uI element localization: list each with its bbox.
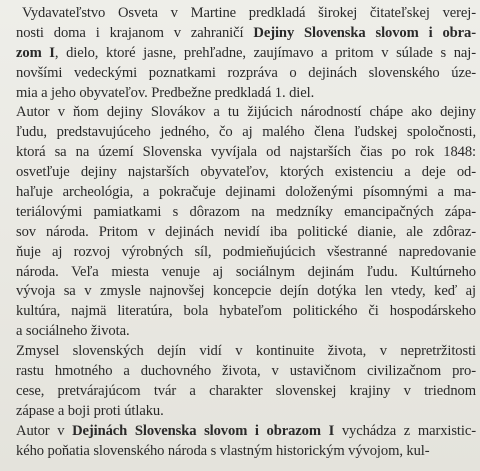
text-segment: kého poňatia slovenského národa s vlastným historickým vývojom, kul- <box>16 442 430 459</box>
bold-title-text: Dejinách Slovenska slovom i obrazom I <box>72 422 335 439</box>
text-line <box>16 382 476 402</box>
text-segment: teriálovými pamiatkami s dôrazom na medzníky emancipačných zápa- <box>16 203 476 220</box>
text-line <box>16 442 476 462</box>
text-segment: Zmysel slovenských dejín vidí v kontinuite života, v nepretržitosti <box>16 343 476 360</box>
text-line <box>16 183 476 203</box>
text-segment: , dielo, ktoré jasne, prehľadne, zaujímavo a pritom v súlade s naj- <box>54 44 476 61</box>
text-line <box>16 243 476 263</box>
text-line <box>16 103 476 123</box>
text-segment: ňuje aj rozvoj výrobných síl, podmieňujúcich všestranné napredovanie <box>16 243 476 260</box>
text-line <box>16 422 476 442</box>
text-segment: sov národa. Pritom v dejinách nevidí iba politické dianie, ale zdôraz- <box>16 223 476 240</box>
text-line <box>16 123 476 143</box>
text-segment: a sociálneho života. <box>16 323 130 340</box>
text-segment: vychádza z marxistic- <box>334 422 476 439</box>
text-segment: mia a jeho obyvateľov. Predbežne predkladá 1. diel. <box>16 84 315 101</box>
text-line <box>16 322 476 342</box>
text-line <box>16 64 476 84</box>
text-segment: osvetľuje dejiny najstarších obyvateľov, ktorých existenciu a deje od- <box>16 164 476 181</box>
text-line <box>16 84 476 104</box>
text-segment: ľudu, predstavujúceho jedného, čo aj malého člena ľudskej spoločnosti, <box>16 124 476 141</box>
bold-title-text: Dejiny Slovenska slovom i obra- <box>253 24 476 41</box>
text-line <box>16 4 476 24</box>
text-segment: Vydavateľstvo Osveta v Martine predkladá širokej čitateľskej verej- <box>22 5 476 21</box>
document-text <box>16 4 476 461</box>
text-segment: zápase a boji proti útlaku. <box>16 402 164 419</box>
text-line <box>16 24 476 44</box>
text-line <box>16 203 476 223</box>
text-segment: kultúra, najmä literatúra, bola hybateľom politického či hospodárskeho <box>16 303 476 320</box>
text-segment: Autor v <box>16 422 73 439</box>
bold-title-text: zom I <box>16 44 55 61</box>
text-line <box>16 223 476 243</box>
text-segment: ktorá sa na území Slovenska vyvíjala od najstarších čias po rok 1848: <box>16 144 476 161</box>
text-line <box>16 163 476 183</box>
text-line <box>16 302 476 322</box>
text-segment: nosti doma i krajanom v zahraničí <box>16 24 254 41</box>
text-segment: Autor v ňom dejiny Slovákov a tu žijúcich národností chápe ako dejiny <box>16 104 476 121</box>
text-segment: vývoja sa v zmysle najnovšej koncepcie dejín dotýka len vtedy, keď aj <box>16 283 476 300</box>
text-line <box>16 282 476 302</box>
text-line <box>16 402 476 422</box>
text-line <box>16 362 476 382</box>
text-line <box>16 263 476 283</box>
text-line <box>16 342 476 362</box>
text-segment: cese, pretvárajúcom tvár a charakter slovenskej krajiny v triednom <box>16 382 476 399</box>
text-segment: novšími vedeckými poznatkami rozpráva o dejinách slovenského úze- <box>16 64 476 81</box>
text-line <box>16 44 476 64</box>
text-line <box>16 143 476 163</box>
text-segment: národa. Veľa miesta venuje aj sociálnym dejinám ľudu. Kultúrneho <box>16 263 476 280</box>
text-segment: haľuje archeológia, a pokračuje dejinami doloženými písomnými a ma- <box>16 184 476 201</box>
text-segment: rastu hmotného a duchovného života, v ustavičnom civilizačnom pro- <box>16 363 476 380</box>
